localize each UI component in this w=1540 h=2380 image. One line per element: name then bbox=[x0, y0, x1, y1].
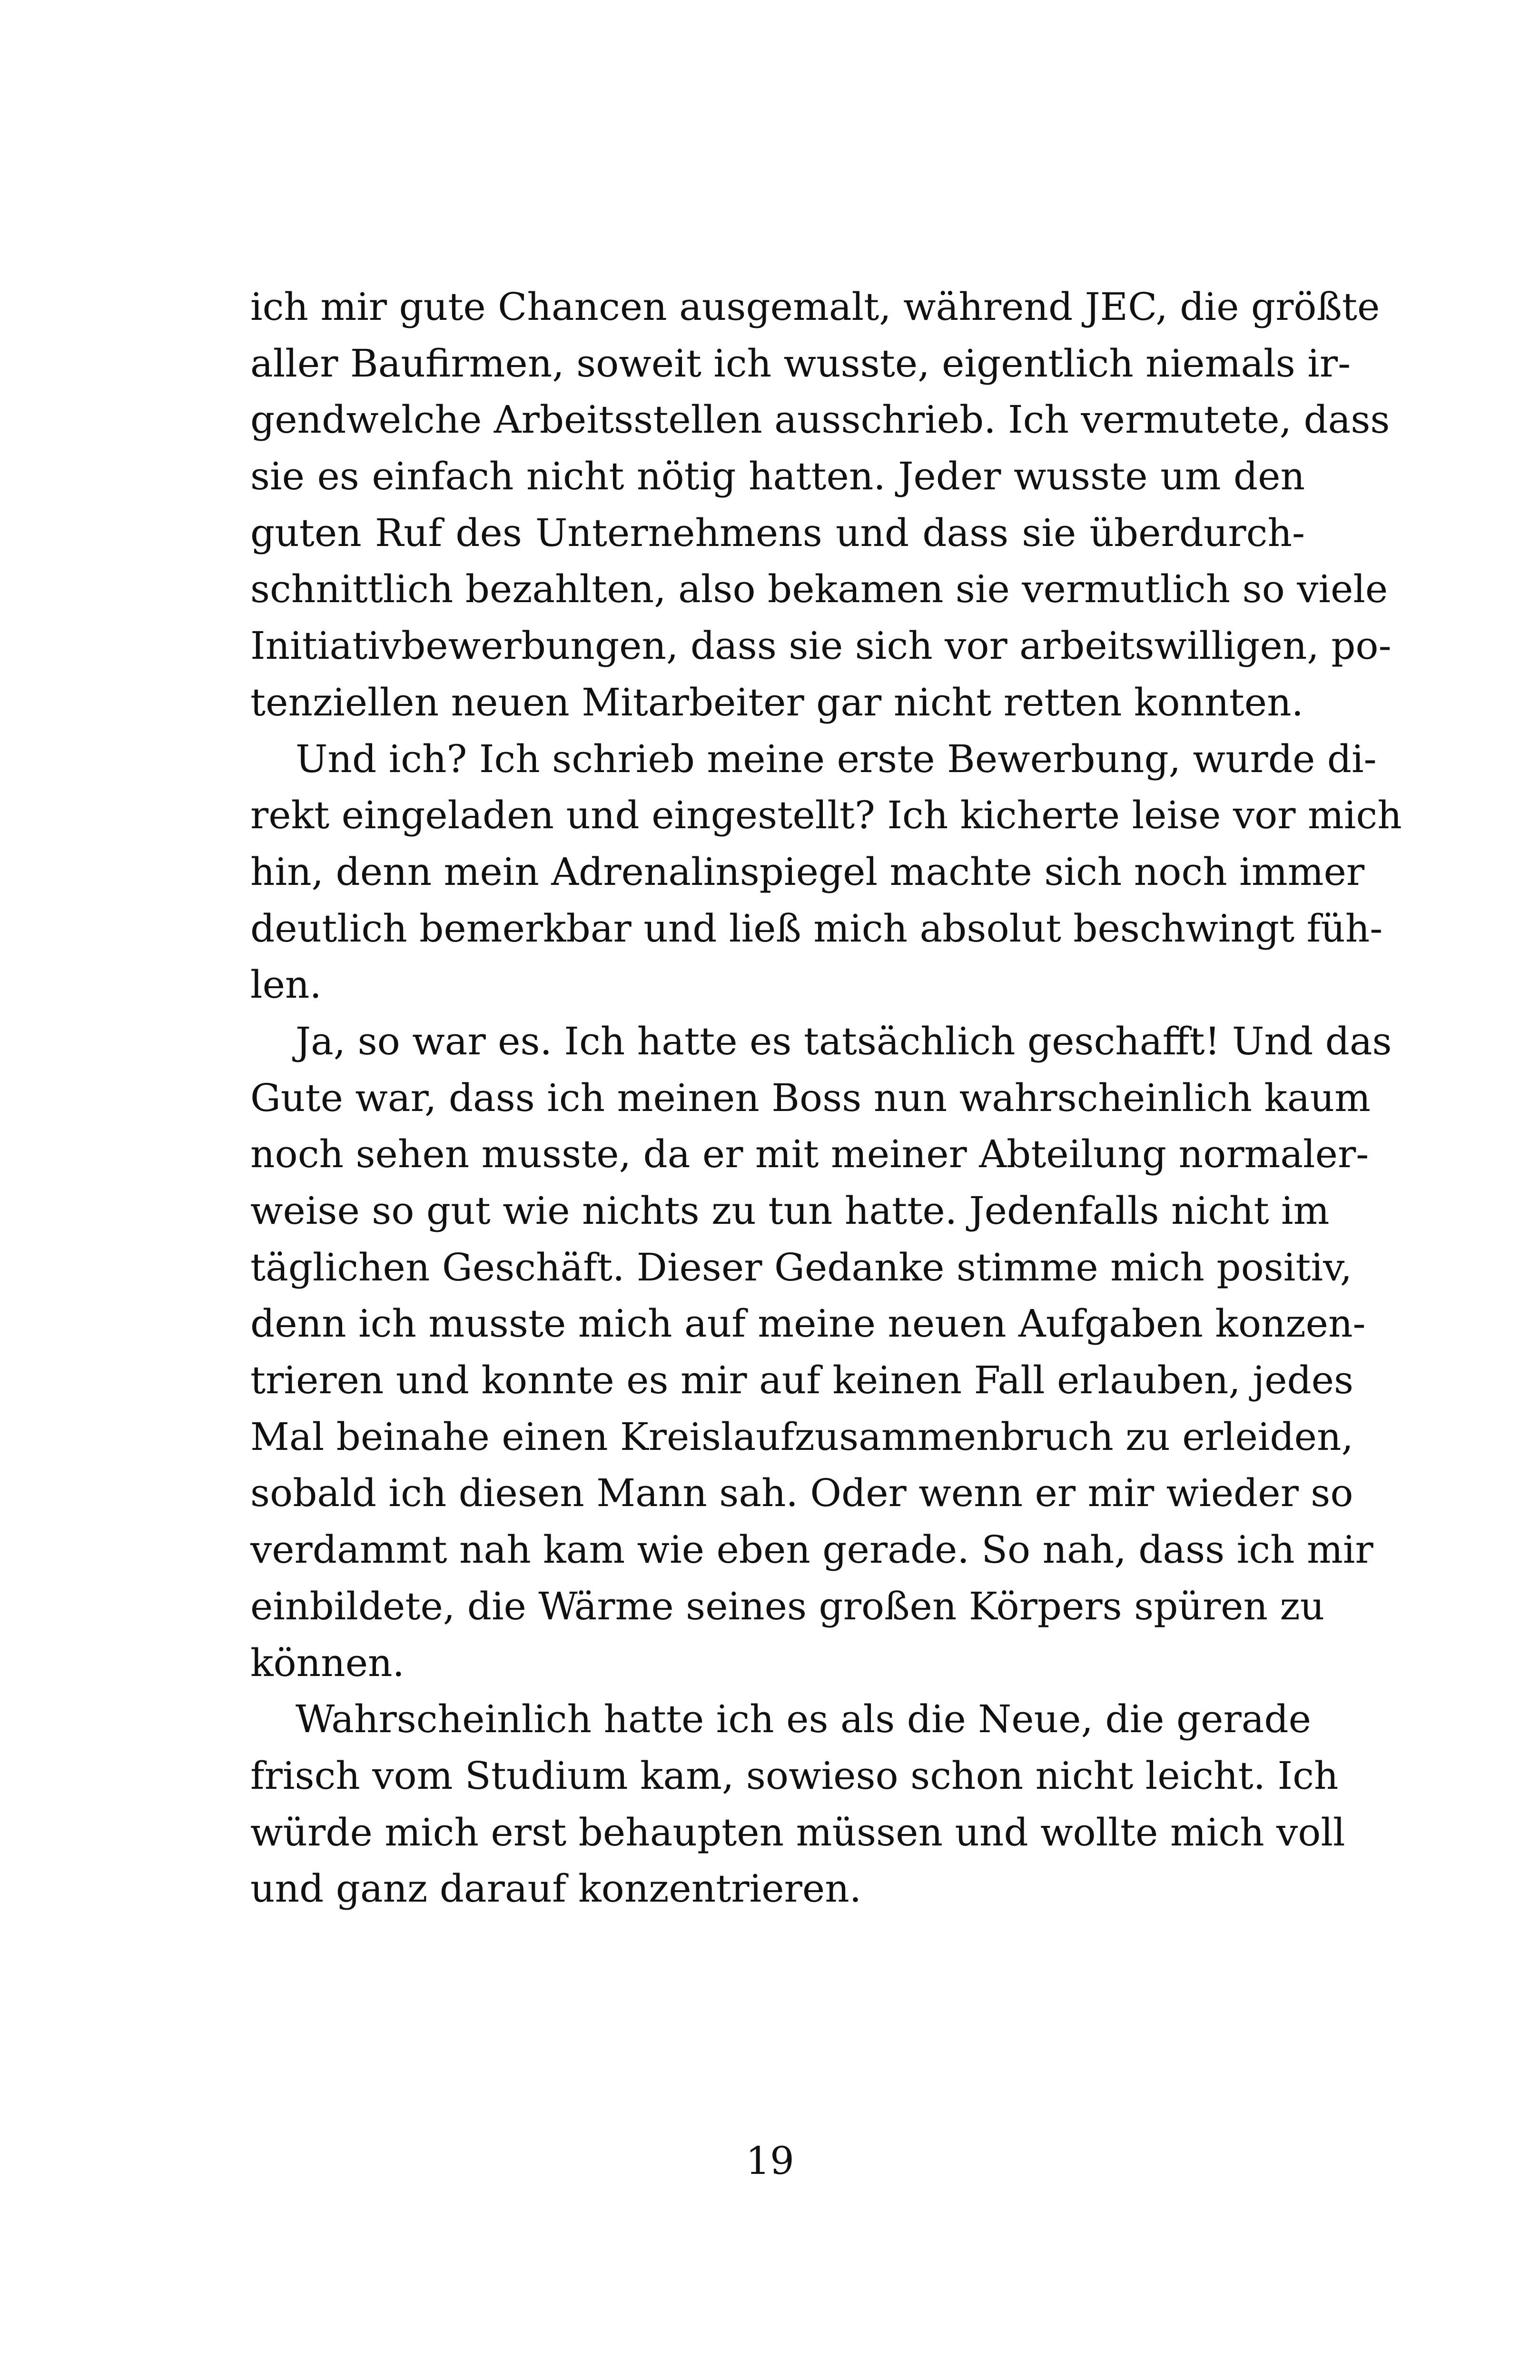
paragraph bbox=[250, 731, 1402, 1013]
text-line: Mal beinahe einen Kreislaufzusammenbruch zu erleiden, bbox=[250, 1414, 1353, 1459]
text-line: rekt eingeladen und eingestellt? Ich kicherte leise vor mich bbox=[250, 793, 1402, 838]
text-line: trieren und konnte es mir auf keinen Fall erlauben, jedes bbox=[250, 1358, 1354, 1403]
body-text bbox=[250, 279, 1402, 1917]
text-line: täglichen Geschäft. Dieser Gedanke stimme mich positiv, bbox=[250, 1245, 1352, 1289]
text-line: weise so gut wie nichts zu tun hatte. Jedenfalls nicht im bbox=[250, 1189, 1330, 1233]
text-line: Initiativbewerbungen, dass sie sich vor arbeitswilligen, po- bbox=[250, 624, 1392, 668]
text-line: würde mich erst behaupten müssen und wollte mich voll bbox=[250, 1810, 1345, 1854]
text-line: verdammt nah kam wie eben gerade. So nah, dass ich mir bbox=[250, 1527, 1373, 1572]
text-line: können. bbox=[250, 1640, 405, 1685]
text-line: len. bbox=[250, 962, 322, 1007]
text-line: schnittlich bezahlten, also bekamen sie vermutlich so viele bbox=[250, 567, 1388, 612]
text-line: einbildete, die Wärme seines großen Körpers spüren zu bbox=[250, 1584, 1325, 1628]
paragraph bbox=[250, 279, 1392, 731]
page-number: 19 bbox=[746, 2139, 794, 2183]
text-line: Wahrscheinlich hatte ich es als die Neue, die gerade bbox=[296, 1697, 1311, 1742]
text-line: Und ich? Ich schrieb meine erste Bewerbung, wurde di- bbox=[296, 736, 1377, 781]
text-line: Ja, so war es. Ich hatte es tatsächlich geschafft! Und das bbox=[296, 1019, 1392, 1063]
text-line: Gute war, dass ich meinen Boss nun wahrscheinlich kaum bbox=[250, 1075, 1371, 1120]
text-line: tenziellen neuen Mitarbeiter gar nicht retten konnten. bbox=[250, 680, 1304, 724]
text-line: ich mir gute Chancen ausgemalt, während JEC, die größte bbox=[250, 285, 1380, 329]
text-line: sobald ich diesen Mann sah. Oder wenn er mir wieder so bbox=[250, 1471, 1353, 1516]
paragraph bbox=[250, 1013, 1392, 1691]
text-line: guten Ruf des Unternehmens und dass sie überdurch- bbox=[250, 510, 1305, 555]
paragraph bbox=[250, 1691, 1345, 1917]
text-line: noch sehen musste, da er mit meiner Abteilung normaler- bbox=[250, 1132, 1369, 1177]
text-line: hin, denn mein Adrenalinspiegel machte sich noch immer bbox=[250, 849, 1365, 894]
text-line: frisch vom Studium kam, sowieso schon nicht leicht. Ich bbox=[250, 1753, 1339, 1798]
text-line: aller Baufirmen, soweit ich wusste, eigentlich niemals ir- bbox=[250, 341, 1351, 386]
text-line: gendwelche Arbeitsstellen ausschrieb. Ich vermutete, dass bbox=[250, 397, 1390, 442]
text-line: sie es einfach nicht nötig hatten. Jeder wusste um den bbox=[250, 454, 1305, 499]
text-line: deutlich bemerkbar und ließ mich absolut beschwingt füh- bbox=[250, 906, 1383, 951]
text-line: und ganz darauf konzentrieren. bbox=[250, 1866, 862, 1911]
text-line: denn ich musste mich auf meine neuen Aufgaben konzen- bbox=[250, 1301, 1366, 1346]
